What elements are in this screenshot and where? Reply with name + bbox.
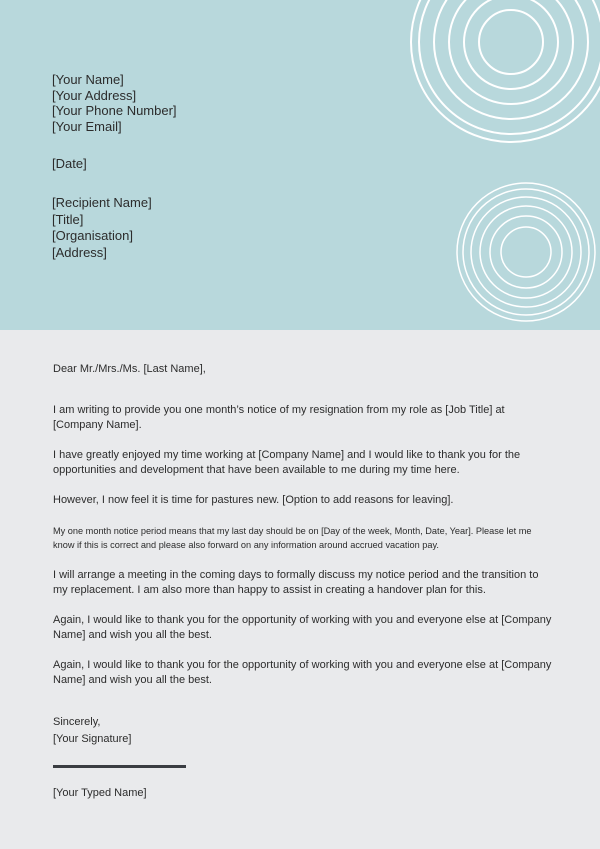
recipient-block (52, 195, 152, 261)
decorative-rings (0, 0, 600, 330)
letter-date: [Date] (52, 156, 87, 171)
paragraph-closing-thanks-repeat: Again, I would like to thank you for the opportunity of working with you and everyone else at [Company Name] and wish you all the best. (53, 659, 552, 686)
ring (419, 0, 600, 134)
closing: Sincerely, (53, 716, 101, 728)
recipient-name: [Recipient Name] (52, 195, 152, 210)
bottom-ring-group (457, 183, 595, 321)
paragraph-reasons: However, I now feel it is time for pastures new. [Option to add reasons for leaving]. (53, 494, 454, 506)
ring (480, 206, 572, 298)
header-banner (0, 0, 600, 330)
ring (434, 0, 588, 119)
sender-address: [Your Address] (52, 87, 137, 103)
sender-phone: [Your Phone Number] (52, 103, 177, 118)
paragraph-notice: I am writing to provide you one month’s notice of my resignation from my role as [Job Title] at [Company Name]. (53, 404, 505, 431)
typed-name: [Your Typed Name] (53, 787, 147, 799)
paragraph-handover: I will arrange a meeting in the coming days to formally discuss my notice period and the transition to my replacement. I am also more than happy to assist in creating a handover plan for this. (53, 569, 539, 596)
sender-block (52, 72, 177, 134)
recipient-address: [Address] (52, 244, 107, 260)
ring (457, 183, 595, 321)
recipient-title: [Title] (52, 211, 84, 227)
salutation: Dear Mr./Mrs./Ms. [Last Name], (53, 363, 206, 375)
ring (463, 189, 589, 315)
signature-line (53, 765, 186, 768)
paragraph-last-day: My one month notice period means that my last day should be on [Day of the week, Month, Date, Year]. Please let me know if this is correct and please also forward on any information around accrued vacation pay. (53, 526, 532, 550)
signature-placeholder: [Your Signature] (53, 733, 132, 745)
sender-email: [Your Email] (52, 118, 122, 134)
ring (471, 197, 581, 307)
top-ring-group (411, 0, 600, 142)
recipient-organisation: [Organisation] (52, 228, 133, 243)
ring (501, 227, 551, 277)
sender-name: [Your Name] (52, 72, 124, 87)
paragraph-thanks: I have greatly enjoyed my time working at [Company Name] and I would like to thank you for the opportunities and development that have been available to me during my time here. (53, 449, 521, 476)
ring (479, 10, 543, 74)
paragraph-closing-thanks: Again, I would like to thank you for the opportunity of working with you and everyone else at [Company Name] and wish you all the best. (53, 614, 552, 641)
